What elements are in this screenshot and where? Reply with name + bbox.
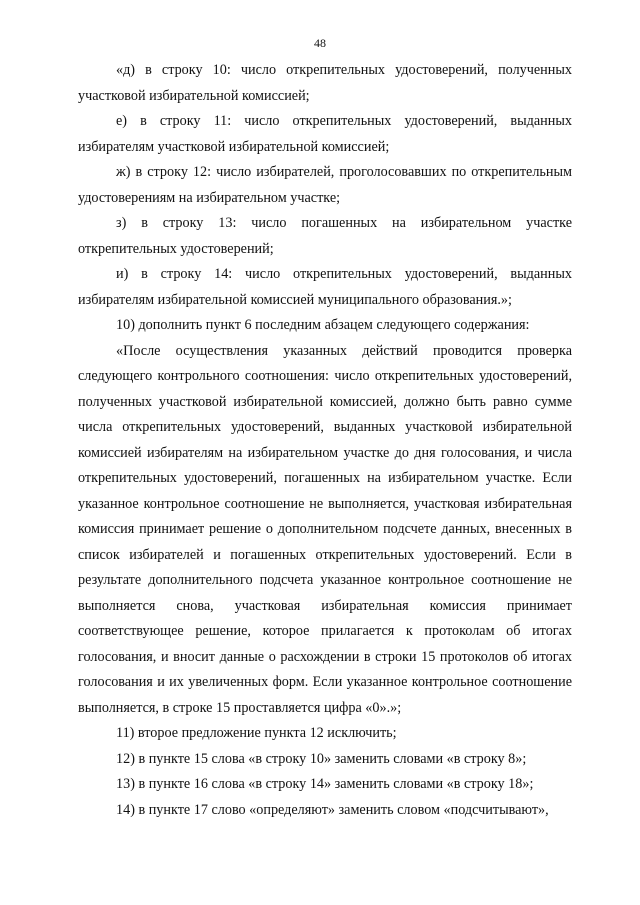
paragraph-item-12: 12) в пункте 15 слова «в строку 10» заменить словами «в строку 8»; [116,750,527,767]
paragraph-item-13: 13) в пункте 16 слова «в строку 14» заменить словами «в строку 18»; [116,776,534,792]
paragraph-item-10: 10) дополнить пункт 6 последним абзацем следующего содержания: [116,317,530,333]
paragraph-item-d: «д) в строку 10: число открепительных удостоверений, полученных участковой избирательной комиссией; [78,62,572,104]
paragraph-quoted-text: «После осуществления указанных действий проводится проверка следующего контрольного соотношения: число открепительных удостоверений, полученных участковой избирательной комиссией, должно быть равно сумме числа открепительных удостоверений, выданных участковой избирательной комиссией избирателям на избирательном участке до дня голосования, и числа открепительных удостоверений, погашенных на избирательном участке. Если указанное контрольное соотношение не выполняется, участковая избирательная комиссия принимает решение о дополнительном подсчете данных, внесенных в список избирателей и погашенных открепительных удостоверений. Если в результате дополнительного подсчета указанное контрольное соотношение не выполняется снова, участковая избирательная комиссия принимает соответствующее решение, которое прилагается к протоколам об итогах голосования, и вносит данные о расхождении в строки 15 протоколов об итогах голосования и их увеличенных форм. Если указанное контрольное соотношение выполняется, в строке 15 проставляется цифра «0».»; [78,342,572,716]
paragraph-item-e: е) в строку 11: число открепительных удостоверений, выданных избирателям участковой избирательной комиссией; [78,113,572,155]
page-number: 48 [314,36,326,50]
paragraph-item-11: 11) второе предложение пункта 12 исключить; [116,725,397,741]
paragraph-item-z: з) в строку 13: число погашенных на избирательном участке открепительных удостоверений; [78,215,572,257]
paragraph-item-i: и) в строку 14: число открепительных удостоверений, выданных избирателям избирательной комиссией муниципального образования.»; [78,266,572,308]
document-body [78,58,572,823]
paragraph-item-14: 14) в пункте 17 слово «определяют» заменить словом «подсчитывают», [116,801,549,818]
paragraph-item-zh: ж) в строку 12: число избирателей, проголосовавших по открепительным удостоверениям на избирательном участке; [78,164,572,206]
